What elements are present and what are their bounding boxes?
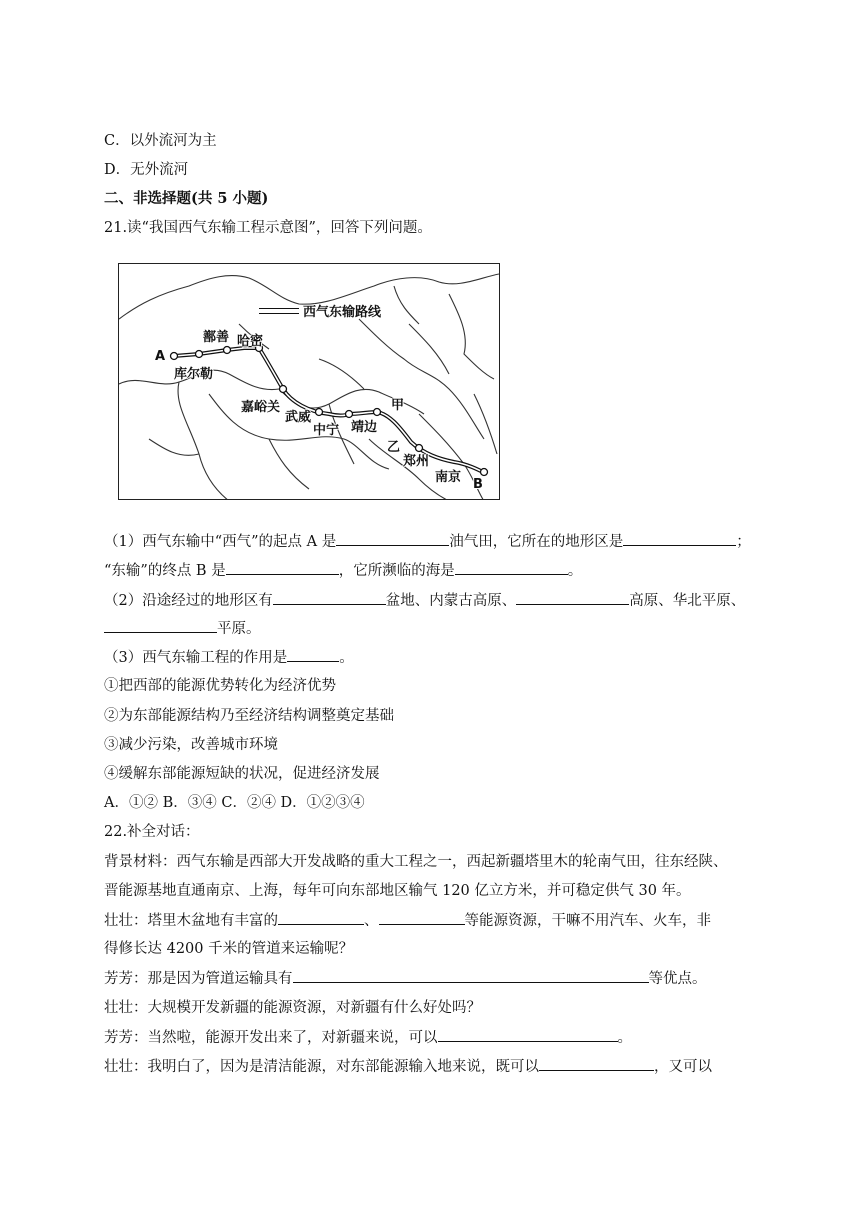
label-kuerle: 库尔勒: [174, 367, 214, 382]
q22-zhuangzhuang-3: [104, 1056, 712, 1077]
label-yi: 乙: [387, 440, 401, 455]
q21-option-1: ①把西部的能源优势转化为经济优势: [104, 678, 336, 694]
q22-fangfang-2: [104, 1027, 632, 1048]
answer-blank[interactable]: [273, 590, 386, 605]
q22-z1c: 等能源资源，干嘛不用汽车、火车，非: [464, 913, 711, 929]
q22-f2b: 。: [617, 1030, 632, 1046]
option-c: C．以外流河为主: [104, 133, 217, 149]
legend-label: 西气东输路线: [303, 305, 382, 320]
q21-option-3: ③减少污染，改善城市环境: [104, 737, 278, 753]
q21-p2b: 盆地、内蒙古高原、: [385, 593, 517, 609]
q21-p2a: （2）沿途经过的地形区有: [104, 593, 273, 609]
q21-p3a: （3）西气东输工程的作用是: [104, 650, 288, 666]
label-zhengzhou: 郑州: [403, 454, 430, 469]
q22-f1a: 芳芳：那是因为管道运输具有: [104, 971, 293, 987]
q22-z3b: ，又可以: [654, 1059, 712, 1075]
label-jiayuguan: 嘉峪关: [241, 400, 281, 415]
q21-p1f: 。: [567, 563, 583, 579]
label-shanshan: 鄯善: [203, 330, 230, 345]
map-drawing: [119, 264, 500, 500]
answer-blank[interactable]: [226, 560, 339, 575]
label-nanjing: 南京: [435, 470, 462, 485]
answer-blank[interactable]: [455, 560, 568, 575]
q21-p1a: （1）西气东输中“西气”的起点 A 是: [104, 534, 337, 550]
q21-p1c: ；: [736, 534, 751, 550]
q21-part1-line2: [104, 560, 582, 581]
label-b: B: [473, 477, 483, 492]
answer-blank[interactable]: [539, 1056, 654, 1071]
question-22-stem: 22.补全对话：: [104, 824, 200, 840]
answer-blank[interactable]: [379, 910, 465, 925]
answer-blank[interactable]: [623, 531, 736, 546]
answer-blank[interactable]: [438, 1027, 618, 1042]
label-jingbian: 靖边: [351, 420, 378, 435]
option-d: D．无外流河: [104, 162, 189, 178]
label-hami: 哈密: [237, 334, 264, 349]
q22-f1b: 等优点。: [648, 971, 707, 987]
q22-background-2: 晋能源基地直通南京、上海，每年可向东部地区输气 120 亿立方米，并可稳定供气 30 年。: [104, 883, 691, 899]
q22-zhuangzhuang-2: 壮壮：大规模开发新疆的能源资源，对新疆有什么好处吗？: [104, 1000, 481, 1016]
q21-p1e: ，它所濒临的海是: [338, 563, 455, 579]
label-zhongning: 中宁: [313, 423, 340, 438]
q22-zhuangzhuang-1-cont: 得修长达 4200 千米的管道来运输呢？: [104, 941, 354, 957]
legend-line-symbol: [259, 308, 299, 314]
q21-part1-line1: [104, 531, 751, 552]
label-jia: 甲: [391, 398, 405, 413]
answer-blank[interactable]: [336, 531, 449, 546]
q21-p2d: 平原。: [217, 621, 261, 637]
answer-blank[interactable]: [293, 968, 649, 983]
answer-blank[interactable]: [278, 910, 364, 925]
answer-blank[interactable]: [104, 618, 217, 633]
q21-choices: A．①② B．③④ C．②④ D．①②③④: [104, 795, 365, 811]
q21-p3b: 。: [339, 650, 354, 666]
q21-p1b: 油气田，它所在的地形区是: [449, 534, 624, 550]
question-21-stem: 21.读“我国西气东输工程示意图”，回答下列问题。: [104, 220, 432, 236]
q22-z3a: 壮壮：我明白了，因为是清洁能源，对东部能源输入地来说，既可以: [104, 1059, 539, 1075]
label-wuwei: 武威: [285, 410, 312, 425]
west-east-gas-map: [118, 263, 500, 500]
q22-background-1: 背景材料：西气东输是西部大开发战略的重大工程之一，西起新疆塔里木的轮南气田，往东经陕、: [104, 854, 728, 870]
q21-part3-stem: [104, 647, 354, 668]
q21-option-2: ②为东部能源结构乃至经济结构调整奠定基础: [104, 708, 394, 724]
q22-zhuangzhuang-1: [104, 910, 711, 931]
answer-blank[interactable]: [287, 647, 339, 662]
q21-p1d: “东输”的终点 B 是: [104, 563, 226, 579]
q22-f2a: 芳芳：当然啦，能源开发出来了，对新疆来说，可以: [104, 1030, 438, 1046]
answer-blank[interactable]: [516, 590, 629, 605]
q22-fangfang-1: [104, 968, 707, 989]
q22-z1a: 壮壮：塔里木盆地有丰富的: [104, 913, 278, 929]
q21-p2c: 高原、华北平原、: [629, 593, 746, 609]
q21-part2-line1: [104, 590, 745, 611]
q21-option-4: ④缓解东部能源短缺的状况，促进经济发展: [104, 766, 380, 782]
label-a: A: [155, 349, 166, 364]
q22-z1b: 、: [364, 913, 379, 929]
q21-part2-line2: [104, 618, 261, 639]
section-title: 二、非选择题(共 5 小题): [104, 190, 269, 207]
